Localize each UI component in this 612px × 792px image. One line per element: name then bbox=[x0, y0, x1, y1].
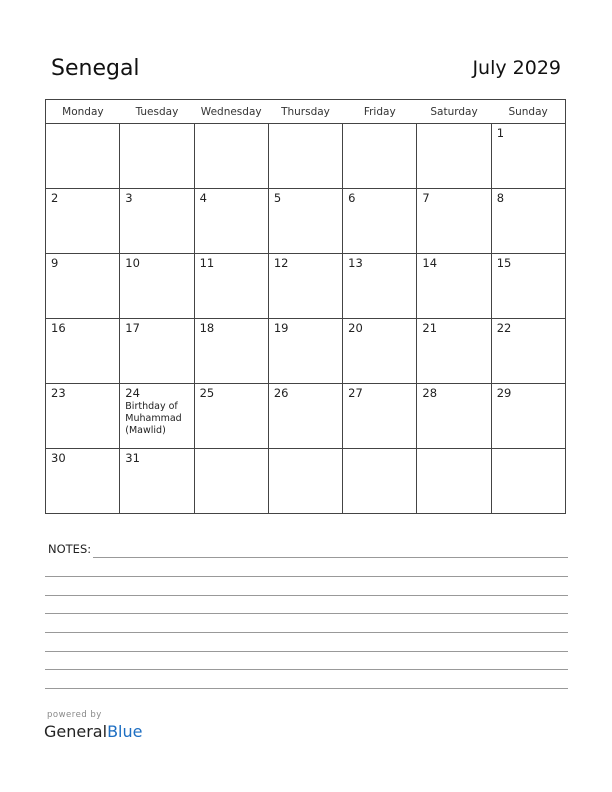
day-number: 9 bbox=[51, 256, 59, 270]
day-number: 2 bbox=[51, 191, 59, 205]
day-cell bbox=[343, 319, 417, 384]
day-cell bbox=[46, 124, 120, 189]
week-row bbox=[46, 124, 566, 189]
logo-text-general: General bbox=[44, 722, 108, 741]
powered-by-text: powered by bbox=[47, 710, 102, 720]
day-number: 10 bbox=[125, 256, 140, 270]
day-number: 19 bbox=[273, 321, 289, 335]
day-cell bbox=[194, 449, 268, 514]
day-cell bbox=[417, 124, 491, 189]
day-number bbox=[120, 124, 193, 126]
day-cell bbox=[417, 189, 491, 254]
day-cell bbox=[46, 319, 120, 384]
day-number: 8 bbox=[496, 191, 505, 205]
day-number: 15 bbox=[496, 256, 512, 270]
day-number bbox=[46, 124, 119, 126]
day-cell bbox=[417, 254, 491, 319]
day-cell bbox=[491, 449, 565, 514]
day-cell bbox=[120, 254, 194, 319]
weekday-header: Wednesday bbox=[194, 100, 268, 124]
notes-line bbox=[45, 651, 568, 652]
notes-line bbox=[45, 576, 568, 577]
day-number: 30 bbox=[51, 451, 66, 465]
day-number: 6 bbox=[348, 191, 356, 205]
notes-line bbox=[93, 557, 568, 558]
day-number: 5 bbox=[273, 191, 282, 205]
day-number: 25 bbox=[199, 386, 215, 400]
notes-line bbox=[45, 632, 568, 633]
day-cell bbox=[417, 449, 491, 514]
country-title: Senegal bbox=[51, 56, 140, 81]
day-cell bbox=[343, 124, 417, 189]
notes-label: NOTES: bbox=[48, 542, 92, 556]
calendar-grid bbox=[45, 99, 566, 514]
day-number: 4 bbox=[199, 191, 207, 205]
day-number: 7 bbox=[422, 191, 430, 205]
logo-text-blue: Blue bbox=[107, 722, 143, 741]
day-number: 22 bbox=[496, 321, 512, 335]
day-cell bbox=[194, 384, 268, 449]
day-number: 17 bbox=[125, 321, 140, 335]
day-cell bbox=[268, 319, 342, 384]
day-cell bbox=[417, 384, 491, 449]
day-number: 20 bbox=[348, 321, 363, 335]
week-row bbox=[46, 449, 566, 514]
weekday-header: Tuesday bbox=[120, 100, 194, 124]
weekday-header: Sunday bbox=[491, 100, 565, 124]
day-number: 14 bbox=[422, 256, 438, 270]
day-cell bbox=[343, 254, 417, 319]
day-cell bbox=[343, 449, 417, 514]
day-number: 12 bbox=[273, 256, 289, 270]
day-number bbox=[343, 124, 416, 126]
day-cell bbox=[120, 449, 194, 514]
day-cell bbox=[120, 319, 194, 384]
day-number: 11 bbox=[199, 256, 215, 270]
day-number bbox=[195, 449, 268, 451]
day-cell bbox=[268, 189, 342, 254]
day-number: 31 bbox=[125, 451, 140, 465]
day-number: 24 bbox=[125, 386, 140, 400]
day-cell bbox=[194, 254, 268, 319]
notes-line bbox=[45, 688, 568, 689]
day-cell bbox=[46, 254, 120, 319]
day-number: 23 bbox=[51, 386, 66, 400]
weekday-header: Saturday bbox=[417, 100, 491, 124]
day-number: 13 bbox=[348, 256, 363, 270]
day-cell bbox=[268, 449, 342, 514]
weekday-header: Friday bbox=[343, 100, 417, 124]
weekday-header-row bbox=[46, 100, 566, 124]
day-number bbox=[417, 124, 490, 126]
day-cell bbox=[194, 319, 268, 384]
day-number: 18 bbox=[199, 321, 215, 335]
month-title: July 2029 bbox=[472, 57, 561, 79]
day-cell bbox=[417, 319, 491, 384]
day-number: 26 bbox=[273, 386, 289, 400]
day-cell bbox=[46, 189, 120, 254]
week-row bbox=[46, 254, 566, 319]
day-number: 16 bbox=[51, 321, 66, 335]
day-number: 29 bbox=[496, 386, 512, 400]
week-row bbox=[46, 319, 566, 384]
day-cell bbox=[343, 384, 417, 449]
day-cell bbox=[120, 189, 194, 254]
day-number bbox=[269, 449, 342, 451]
generalblue-logo bbox=[44, 722, 142, 741]
day-number: 3 bbox=[125, 191, 133, 205]
day-number bbox=[343, 449, 416, 451]
day-number bbox=[417, 449, 490, 451]
notes-line bbox=[45, 595, 568, 596]
day-cell bbox=[491, 319, 565, 384]
day-cell bbox=[268, 384, 342, 449]
day-cell bbox=[268, 124, 342, 189]
day-cell bbox=[194, 189, 268, 254]
day-number: 27 bbox=[348, 386, 363, 400]
holiday-label: Birthday of Muhammad (Mawlid) bbox=[125, 401, 182, 436]
day-cell bbox=[120, 124, 194, 189]
notes-line bbox=[45, 613, 568, 614]
day-number bbox=[195, 124, 268, 126]
week-row bbox=[46, 189, 566, 254]
day-number: 28 bbox=[422, 386, 438, 400]
day-cell bbox=[268, 254, 342, 319]
weekday-header: Thursday bbox=[268, 100, 342, 124]
day-cell bbox=[491, 384, 565, 449]
week-row bbox=[46, 384, 566, 449]
notes-line bbox=[45, 669, 568, 670]
day-cell bbox=[343, 189, 417, 254]
weekday-header: Monday bbox=[46, 100, 120, 124]
day-number: 21 bbox=[422, 321, 438, 335]
day-number bbox=[492, 449, 565, 451]
day-cell bbox=[194, 124, 268, 189]
day-cell bbox=[46, 449, 120, 514]
day-number bbox=[269, 124, 342, 126]
day-number: 1 bbox=[496, 126, 505, 140]
day-cell bbox=[491, 189, 565, 254]
day-cell bbox=[491, 254, 565, 319]
day-cell bbox=[491, 124, 565, 189]
day-cell bbox=[120, 384, 194, 449]
day-cell bbox=[46, 384, 120, 449]
